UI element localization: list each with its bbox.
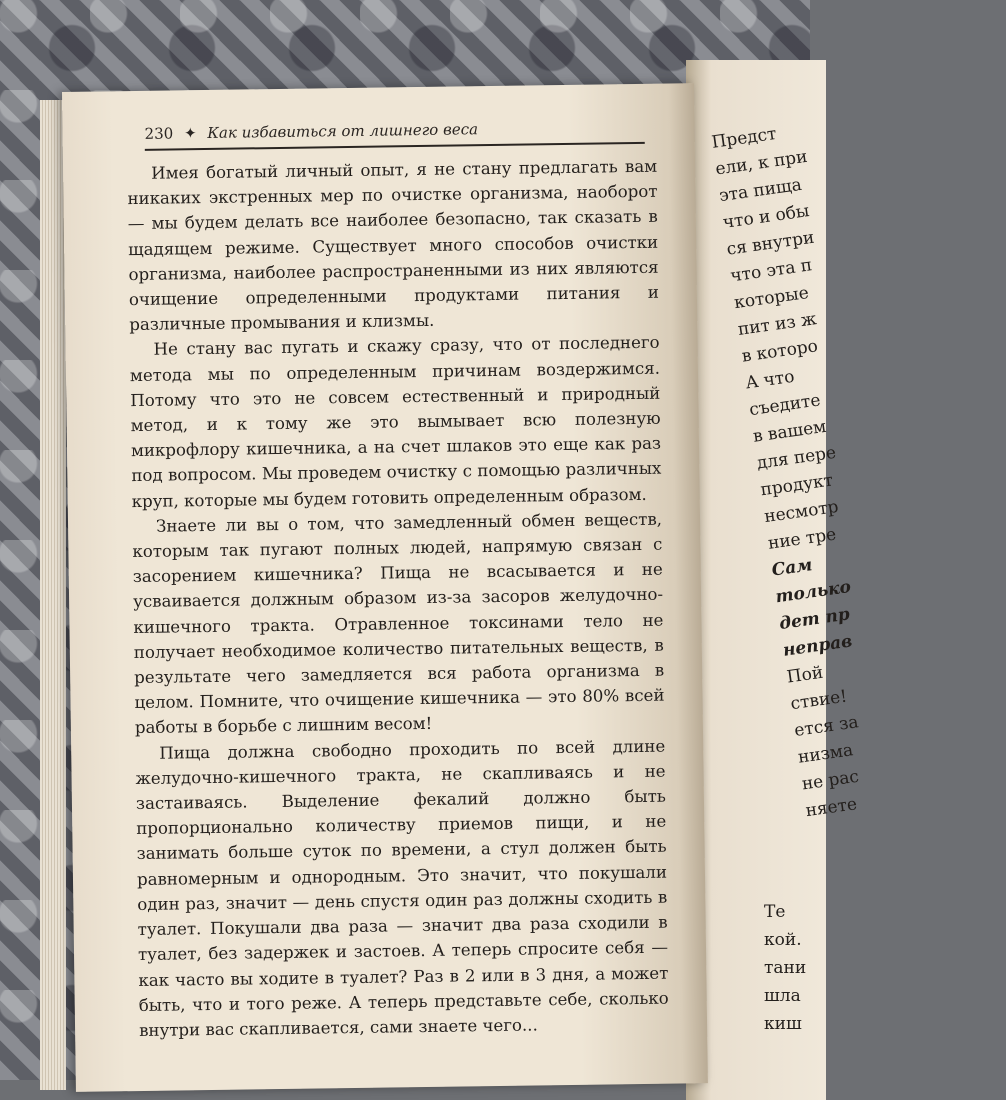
page-number: 230 bbox=[144, 124, 174, 143]
right-line: которые bbox=[732, 282, 811, 314]
right-page bbox=[686, 60, 861, 1100]
right-line: ется за bbox=[793, 712, 860, 741]
right-line: в вашем bbox=[751, 416, 828, 447]
right-line: шла bbox=[764, 986, 801, 1006]
right-line: только bbox=[774, 576, 853, 608]
right-line: в которо bbox=[740, 336, 820, 367]
paragraph: Знаете ли вы о том, что замедленный обмен веществ, которым так пугают полных людей, напрямую связан с засорением кишечника? Пища не всасывается и не усваивается должным образом из-за засоров желудочно-кишечного тракта. Отравленное токсинами тело не получает необходимое количество питательных веществ, в результате чего замедляется вся работа организма в целом. Помните, что очищение кишечника — это 80% всей работы в борьбе с лишним весом! bbox=[132, 509, 665, 738]
book-page-edges bbox=[40, 100, 66, 1090]
right-line: ели, к при bbox=[714, 146, 809, 180]
right-line: неправ bbox=[781, 631, 854, 661]
page-body bbox=[127, 154, 669, 1043]
right-line: ние тре bbox=[766, 524, 838, 554]
right-line: Сам bbox=[770, 555, 814, 581]
paragraph: Имея богатый личный опыт, я не стану предлагать вам никаких экстренных мер по очистке организма, наоборот — мы будем делать все наиболее безопасно, так сказать в щадящем режиме. Существует много способов очистки организма, наиболее распространенными из них являются очищение определенными продуктами питания и различные промывания и клизмы. bbox=[127, 156, 659, 335]
right-line: эта пища bbox=[717, 174, 803, 207]
header-rule bbox=[145, 142, 645, 151]
right-line: пит из ж bbox=[736, 309, 818, 340]
paragraph: Не стану вас пугать и скажу сразу, что от последнего метода мы по определенным причинам воздержимся. Потому что это не совсем естественный и природный метод, и к тому же это вымывает всю полезную микрофлору кишечника, а на счет шлаков это еще как раз под вопросом. Мы проведем очистку с помощью различных круп, которые мы будем готовить определенным образом. bbox=[129, 333, 662, 511]
right-line: ствие! bbox=[789, 686, 849, 715]
right-line: няете bbox=[804, 794, 859, 822]
right-line: что и обы bbox=[721, 201, 811, 233]
right-line: для пере bbox=[755, 442, 838, 474]
right-line: продукт bbox=[759, 470, 835, 501]
right-line: Те bbox=[764, 902, 786, 922]
running-title: Как избавиться от лишнего веса bbox=[207, 120, 479, 142]
right-line: съедите bbox=[747, 390, 822, 421]
left-page bbox=[62, 83, 708, 1092]
right-line: дет пр bbox=[778, 604, 851, 635]
right-line: Предст bbox=[710, 123, 778, 153]
right-line: что эта п bbox=[729, 255, 814, 287]
running-header bbox=[144, 118, 644, 143]
star-ornament-icon: ✦ bbox=[183, 124, 197, 143]
right-line: киш bbox=[764, 1014, 802, 1034]
right-line: кой. bbox=[764, 930, 802, 950]
right-line: несмотр bbox=[763, 496, 840, 528]
right-page-text bbox=[710, 102, 1006, 825]
right-line: не рас bbox=[800, 766, 861, 795]
right-line: А что bbox=[744, 366, 796, 394]
right-page-text-bottom bbox=[764, 898, 884, 1038]
right-line: ся внутри bbox=[725, 227, 816, 260]
paragraph: Пища должна свободно проходить по всей длине желудочно-кишечного тракта, не скапливаясь и не застаиваясь. Выделение фекалий должно быть пропорционально количеству приемов пищи, и не занимать больше суток по времени, а стул должен быть равномерным и однородным. Это значит, что покушали один раз, значит — день спустя один раз должны сходить в туалет. Покушали два раза — значит два раза сходили в туалет, без задержек и застоев. А теперь спросите себя — как часто вы ходите в туалет? Раз в 2 или в 3 дня, а может быть, что и того реже. А теперь представьте себе, сколько внутри вас скапливается, сами знаете чего... bbox=[135, 736, 669, 1040]
right-line: тани bbox=[764, 958, 807, 978]
right-line: низма bbox=[796, 740, 855, 768]
right-line: Пой bbox=[785, 662, 825, 688]
